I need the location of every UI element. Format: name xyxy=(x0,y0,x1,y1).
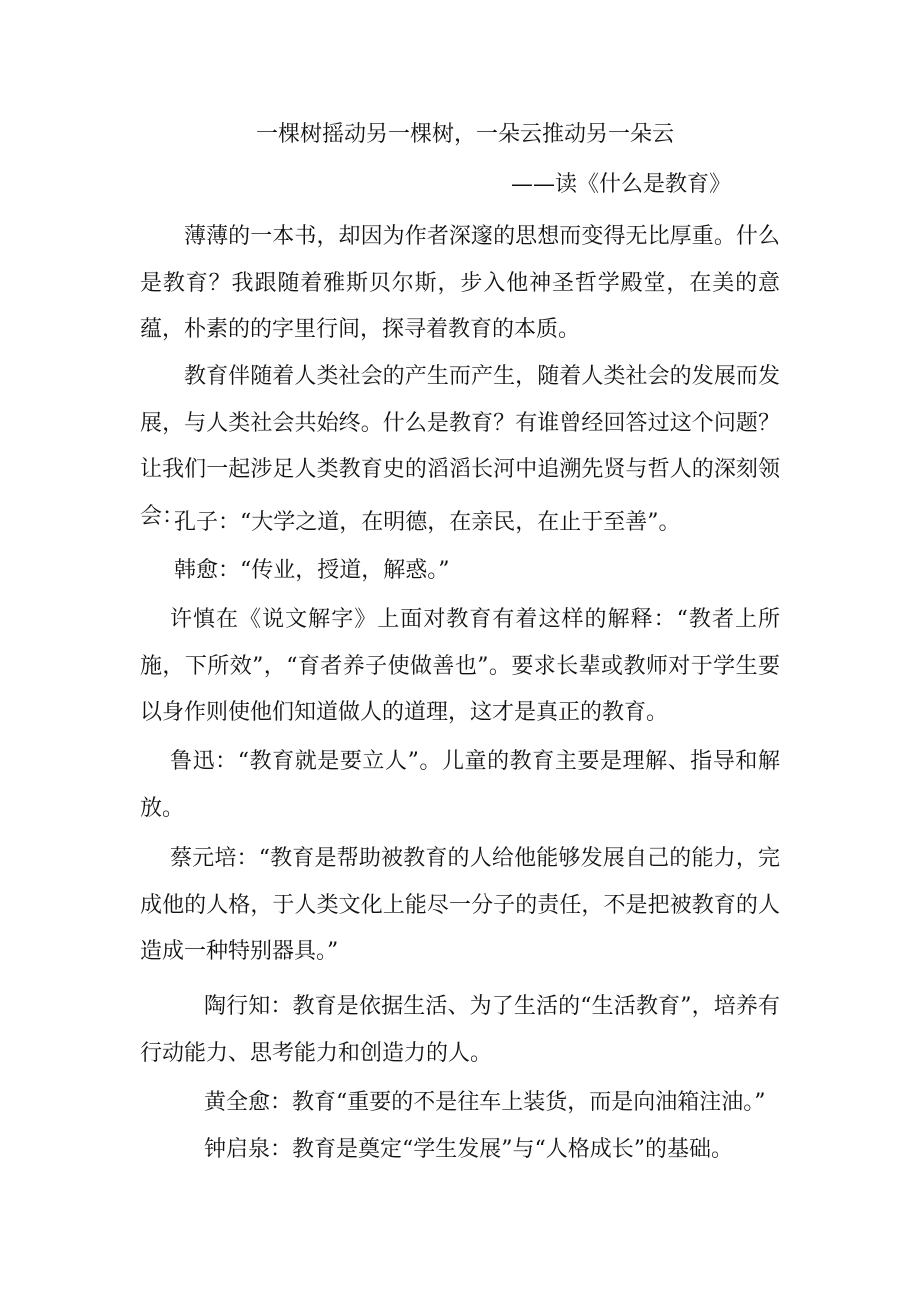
paragraph-xushen: 许慎在《说文解字》上面对教育有着这样的解释：“教者上所施，下所效”，“育者养子使做善也”。要求长辈或教师对于学生要以身作则使他们知道做人的道理，这才是真正的教育。 xyxy=(140,607,780,725)
paragraph-caiyuanpei: 蔡元培：“教育是帮助被教育的人给他能够发展自己的能力，完成他的人格，于人类文化上能尽一分子的责任，不是把被教育的人造成一种特别器具。” xyxy=(140,846,780,964)
paragraph-huangquanyu: 黄全愈：教育“重要的不是往车上装货，而是向油箱注油。” xyxy=(204,1090,766,1115)
paragraph-intro: 薄薄的一本书，却因为作者深邃的思想而变得无比厚重。什么是教育？我跟随着雅斯贝尔斯，步入他神圣哲学殿堂，在美的意蕴，朴素的的字里行间，探寻着教育的本质。 xyxy=(140,224,780,342)
paragraph-confucius: 孔子：“大学之道，在明德，在亲民，在止于至善”。 xyxy=(174,510,681,535)
paragraph-luxun: 鲁迅：“教育就是要立人”。儿童的教育主要是理解、指导和解放。 xyxy=(140,749,780,821)
paragraph-history: 教育伴随着人类社会的产生而产生，随着人类社会的发展而发展，与人类社会共始终。什么是教育？有谁曾经回答过这个问题？让我们一起涉足人类教育史的滔滔长河中追溯先贤与哲人的深刻领会： xyxy=(140,364,780,529)
paragraph-taoxingzhi: 陶行知：教育是依据生活、为了生活的“生活教育”，培养有行动能力、思考能力和创造力的人。 xyxy=(140,994,780,1066)
essay-title: 一棵树摇动另一棵树，一朵云推动另一朵云 xyxy=(256,122,675,147)
paragraph-zhongqiquan: 钟启泉：教育是奠定“学生发展”与“人格成长”的基础。 xyxy=(204,1137,733,1162)
paragraph-hanyu: 韩愈：“传业，授道，解惑。” xyxy=(174,558,450,583)
essay-subtitle: ——读《什么是教育》 xyxy=(511,172,732,197)
